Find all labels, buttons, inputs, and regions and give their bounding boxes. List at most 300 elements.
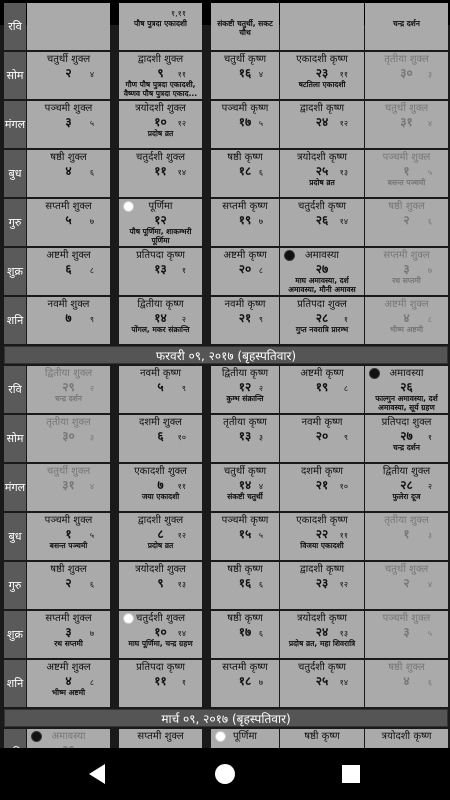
tithi-label: अमावस्या bbox=[304, 250, 340, 261]
tithi-label: द्वादशी कृष्ण bbox=[299, 103, 345, 114]
calendar-scroll-area[interactable] bbox=[0, 9, 450, 748]
day-cell[interactable] bbox=[27, 297, 110, 344]
tithi-number: ४ bbox=[89, 482, 94, 491]
tithi-label: सप्तमी शुक्ल bbox=[383, 250, 430, 261]
date-number: २८ bbox=[315, 311, 329, 325]
date-number: ४ bbox=[403, 311, 410, 325]
tithi-number: ५ bbox=[89, 119, 94, 128]
recents-button[interactable] bbox=[339, 762, 363, 786]
tithi-number: ११ bbox=[339, 531, 348, 540]
tithi-number: ४ bbox=[258, 70, 263, 79]
tithi-label: सप्तमी कृष्ण bbox=[222, 201, 268, 212]
tithi-number: ३ bbox=[427, 70, 432, 79]
date-number: १० bbox=[154, 625, 167, 639]
day-cell[interactable] bbox=[365, 3, 448, 50]
date-number: २२ bbox=[315, 527, 329, 541]
tithi-number: २ bbox=[258, 384, 263, 393]
tithi-label: षष्ठी शुक्ल bbox=[50, 564, 87, 575]
tithi-label: नवमी शुक्ल bbox=[47, 299, 90, 310]
tithi-label: चतुर्दशी शुक्ल bbox=[136, 152, 185, 163]
day-cell[interactable] bbox=[280, 513, 364, 560]
festival-label: भीष्म अष्टमी bbox=[51, 688, 86, 697]
tithi-number: १ bbox=[181, 266, 186, 275]
new-moon-icon bbox=[31, 731, 42, 742]
date-number: १२ bbox=[154, 213, 167, 227]
calendar-week-row bbox=[4, 513, 448, 561]
date-number: ८ bbox=[157, 527, 164, 541]
tithi-label: त्रयोदशी शुक्ल bbox=[135, 564, 186, 575]
date-number: ७ bbox=[65, 311, 72, 325]
tithi-number: ६ bbox=[258, 168, 263, 177]
day-cell[interactable] bbox=[365, 150, 448, 197]
tithi-label: द्वितीया कृष्ण bbox=[137, 299, 184, 310]
tithi-number: १२ bbox=[339, 580, 348, 589]
date-number: ३१ bbox=[400, 115, 413, 129]
festival-label: भीष्म अष्टमी bbox=[389, 325, 424, 334]
tithi-label: द्वादशी शुक्ल bbox=[137, 515, 184, 526]
day-cell[interactable] bbox=[211, 464, 279, 511]
day-cell[interactable] bbox=[211, 101, 279, 148]
day-cell[interactable] bbox=[27, 611, 110, 658]
day-cell[interactable] bbox=[211, 415, 279, 462]
date-number: २१ bbox=[238, 311, 252, 325]
tithi-number: ६ bbox=[427, 678, 432, 687]
tithi-number: ९ bbox=[258, 315, 263, 324]
weekday-label: गुरु bbox=[4, 562, 26, 609]
weekday-label: मंगल bbox=[4, 101, 26, 148]
day-cell[interactable] bbox=[211, 199, 279, 246]
tithi-number: ७ bbox=[258, 217, 263, 226]
day-cell[interactable] bbox=[211, 297, 279, 344]
tithi-label: चतुर्दशी कृष्ण bbox=[297, 662, 347, 673]
day-cell[interactable] bbox=[365, 366, 448, 413]
back-button[interactable] bbox=[87, 762, 111, 786]
tithi-label: चतुर्थी कृष्ण bbox=[223, 54, 267, 65]
day-cell[interactable] bbox=[365, 660, 448, 707]
day-cell[interactable] bbox=[119, 297, 202, 344]
tithi-number: १३ bbox=[177, 580, 186, 589]
tithi-label: चतुर्थी कृष्ण bbox=[223, 466, 267, 477]
festival-label: पौष पुत्रदा एकादशी bbox=[134, 19, 187, 28]
day-cell[interactable] bbox=[119, 611, 202, 658]
day-cell[interactable] bbox=[119, 101, 202, 148]
festival-label: बसन्त पञ्चमी bbox=[49, 541, 88, 550]
calendar-week-row bbox=[4, 366, 448, 414]
tithi-number: ३ bbox=[258, 433, 263, 442]
tithi-label: चतुर्थी शुक्ल bbox=[46, 54, 91, 65]
date-number: १७ bbox=[238, 115, 252, 129]
tithi-label: एकादशी कृष्ण bbox=[296, 515, 348, 526]
weekday-label: बुध bbox=[4, 513, 26, 560]
tithi-label: चतुर्दशी शुक्ल bbox=[136, 613, 185, 624]
tithi-number: ९ bbox=[89, 315, 94, 324]
day-cell[interactable] bbox=[365, 101, 448, 148]
tithi-number: ६ bbox=[427, 217, 432, 226]
day-cell[interactable] bbox=[27, 150, 110, 197]
date-number: १६ bbox=[238, 66, 252, 80]
day-cell[interactable] bbox=[211, 513, 279, 560]
day-cell[interactable] bbox=[211, 366, 279, 413]
tithi-number: १२ bbox=[177, 531, 186, 540]
date-number: १२ bbox=[238, 380, 252, 394]
festival-label: पोंगल, मकर संक्रान्ति bbox=[131, 325, 190, 334]
tithi-label: नवमी कृष्ण bbox=[224, 299, 266, 310]
weekday-label: रवि bbox=[4, 366, 26, 413]
day-cell[interactable] bbox=[365, 52, 448, 99]
calendar-week-row bbox=[4, 101, 448, 149]
date-number: १४ bbox=[238, 478, 252, 492]
tithi-label: त्रयोदशी शुक्ल bbox=[135, 103, 186, 114]
tithi-number: १,११ bbox=[170, 9, 186, 18]
tithi-label: एकादशी कृष्ण bbox=[296, 54, 348, 65]
festival-label: चन्द्र दर्शन bbox=[393, 19, 420, 28]
date-number: १० bbox=[154, 115, 167, 129]
weekday-label: शनि bbox=[4, 297, 26, 344]
date-number: २५ bbox=[315, 674, 329, 688]
day-cell[interactable] bbox=[365, 611, 448, 658]
calendar-week-row bbox=[4, 660, 448, 708]
festival-label: गुप्त नवरात्रि प्रारम्भ bbox=[295, 325, 349, 334]
tithi-number: ११ bbox=[339, 70, 348, 79]
tithi-number: १४ bbox=[339, 678, 348, 687]
date-number: ३ bbox=[403, 262, 410, 276]
tithi-number: ३ bbox=[427, 531, 432, 540]
date-number: २३ bbox=[315, 66, 329, 80]
day-cell[interactable] bbox=[280, 562, 364, 609]
tithi-label: सप्तमी शुक्ल bbox=[45, 613, 92, 624]
tithi-number: ७ bbox=[427, 266, 432, 275]
home-button[interactable] bbox=[213, 762, 237, 786]
date-number: २३ bbox=[315, 576, 329, 590]
calendar-week-row bbox=[4, 562, 448, 610]
day-cell[interactable] bbox=[119, 415, 202, 462]
full-moon-icon bbox=[215, 731, 226, 742]
day-cell[interactable] bbox=[280, 660, 364, 707]
tithi-label: चतुर्दशी कृष्ण bbox=[297, 201, 347, 212]
tithi-number: १ bbox=[343, 315, 348, 324]
day-cell[interactable] bbox=[365, 248, 448, 295]
tithi-number: ८ bbox=[89, 266, 94, 275]
tithi-number: १० bbox=[339, 482, 348, 491]
day-cell[interactable] bbox=[119, 562, 202, 609]
day-cell[interactable] bbox=[119, 366, 202, 413]
day-cell[interactable] bbox=[27, 199, 110, 246]
festival-label: षटतिला एकादशी bbox=[298, 80, 346, 89]
tithi-label: षष्ठी कृष्ण bbox=[227, 613, 263, 624]
calendar-week-row bbox=[4, 199, 448, 247]
festival-label: फुलेरा दूज bbox=[392, 492, 421, 501]
day-cell[interactable] bbox=[211, 248, 279, 295]
day-cell[interactable] bbox=[27, 660, 110, 707]
weekday-label: शुक्र bbox=[4, 248, 26, 295]
tithi-number: ७ bbox=[89, 629, 94, 638]
festival-label: रथ सप्तमी bbox=[392, 276, 421, 285]
tithi-label: षष्ठी शुक्ल bbox=[388, 201, 425, 212]
day-cell[interactable] bbox=[365, 562, 448, 609]
tithi-number: ८ bbox=[89, 678, 94, 687]
festival-label: कुम्भ संक्रान्ति bbox=[226, 394, 264, 403]
date-number: १९ bbox=[238, 213, 252, 227]
calendar-week-row bbox=[4, 248, 448, 296]
date-number: १७ bbox=[238, 625, 252, 639]
date-number: ५ bbox=[157, 380, 164, 394]
date-number: २६ bbox=[400, 380, 413, 394]
tithi-label: सप्तमी कृष्ण bbox=[222, 662, 268, 673]
tithi-label: दशमी कृष्ण bbox=[301, 466, 343, 477]
day-cell[interactable] bbox=[27, 415, 110, 462]
date-number: १८ bbox=[238, 674, 252, 688]
date-number: ११ bbox=[154, 674, 167, 688]
tithi-label: पञ्चमी शुक्ल bbox=[382, 152, 431, 163]
date-number: ५ bbox=[65, 213, 72, 227]
tithi-number: ८ bbox=[258, 266, 263, 275]
tithi-number: ८ bbox=[343, 384, 348, 393]
tithi-label: प्रतिपदा शुक्ल bbox=[297, 299, 347, 310]
calendar-week-row bbox=[4, 3, 448, 51]
date-number: २६ bbox=[315, 213, 329, 227]
day-cell[interactable] bbox=[211, 611, 279, 658]
tithi-number: ५ bbox=[258, 119, 263, 128]
tithi-label: एकादशी शुक्ल bbox=[134, 466, 187, 477]
tithi-number: ४ bbox=[258, 482, 263, 491]
tithi-number: ६ bbox=[89, 580, 94, 589]
day-cell[interactable] bbox=[280, 415, 364, 462]
tithi-number: ४ bbox=[89, 70, 94, 79]
date-number: ९ bbox=[157, 576, 164, 590]
date-number: २७ bbox=[315, 262, 329, 276]
tithi-label: पञ्चमी कृष्ण bbox=[221, 103, 269, 114]
date-number: ६ bbox=[157, 429, 164, 443]
tithi-number: २ bbox=[427, 482, 432, 491]
day-cell[interactable] bbox=[119, 248, 202, 295]
day-cell[interactable] bbox=[119, 52, 202, 99]
day-cell[interactable] bbox=[365, 199, 448, 246]
tithi-label: अष्टमी शुक्ल bbox=[46, 250, 91, 261]
festival-label: फाल्गुन अमावस्या, दर्श अमावस्या, सूर्य ग्रहण bbox=[375, 394, 438, 412]
festival-label: प्रदोष व्रत bbox=[147, 541, 174, 550]
date-number: २७ bbox=[400, 429, 413, 443]
day-cell[interactable] bbox=[27, 101, 110, 148]
date-number: १५ bbox=[238, 527, 252, 541]
day-cell[interactable] bbox=[119, 464, 202, 511]
tithi-number: ८ bbox=[427, 315, 432, 324]
day-cell[interactable] bbox=[280, 199, 364, 246]
date-number: २९ bbox=[62, 380, 75, 394]
tithi-label: सप्तमी शुक्ल bbox=[45, 201, 92, 212]
date-number: २५ bbox=[315, 164, 329, 178]
date-number: ३१ bbox=[62, 478, 75, 492]
date-number: १ bbox=[65, 527, 72, 541]
tithi-number: २ bbox=[181, 315, 186, 324]
day-cell[interactable] bbox=[365, 415, 448, 462]
festival-label: माघ अमावस्या, दर्श अमावस्या, मौनी अमावस bbox=[288, 276, 356, 294]
tithi-label: नवमी कृष्ण bbox=[140, 368, 181, 379]
day-cell[interactable] bbox=[211, 150, 279, 197]
tithi-number: १ bbox=[181, 678, 186, 687]
day-cell[interactable] bbox=[365, 464, 448, 511]
date-number: ४ bbox=[65, 164, 72, 178]
day-cell[interactable] bbox=[365, 297, 448, 344]
day-cell[interactable] bbox=[280, 3, 364, 50]
date-number: २४ bbox=[315, 625, 329, 639]
weekday-label: मंगल bbox=[4, 464, 26, 511]
date-number: ३० bbox=[62, 429, 75, 443]
day-cell[interactable] bbox=[27, 562, 110, 609]
tithi-number: १३ bbox=[339, 168, 348, 177]
tithi-number: १४ bbox=[177, 629, 186, 638]
festival-label: पौष पूर्णिमा, शाकम्भरी पूर्णिमा bbox=[129, 227, 192, 245]
day-cell[interactable] bbox=[280, 464, 364, 511]
tithi-number: १४ bbox=[177, 168, 186, 177]
day-cell[interactable] bbox=[27, 464, 110, 511]
tithi-label: प्रतिपदा कृष्ण bbox=[136, 250, 185, 261]
date-number: १८ bbox=[238, 164, 252, 178]
festival-label: रथ सप्तमी bbox=[54, 639, 83, 648]
tithi-label: तृतीया कृष्ण bbox=[223, 417, 267, 428]
day-cell[interactable] bbox=[280, 366, 364, 413]
day-cell[interactable] bbox=[119, 3, 202, 50]
tithi-number: ६ bbox=[258, 629, 263, 638]
tithi-label: अष्टमी शुक्ल bbox=[384, 299, 429, 310]
tithi-label: द्वादशी कृष्ण bbox=[299, 564, 345, 575]
tithi-number: १३ bbox=[339, 629, 348, 638]
day-cell[interactable] bbox=[365, 513, 448, 560]
tithi-label: त्रयोदशी कृष्ण bbox=[381, 731, 432, 742]
day-cell[interactable] bbox=[27, 248, 110, 295]
tithi-label: तृतीया शुक्ल bbox=[46, 417, 91, 428]
tithi-number: ४ bbox=[427, 580, 432, 589]
calendar-week-row bbox=[4, 297, 448, 345]
weekday-label: शुक्र bbox=[4, 611, 26, 658]
festival-label: जया एकादशी bbox=[141, 492, 180, 501]
tithi-label: अमावस्या bbox=[389, 368, 424, 379]
recents-icon bbox=[342, 765, 360, 783]
weekday-label: गुरु bbox=[4, 199, 26, 246]
date-number: १९ bbox=[315, 380, 329, 394]
tithi-number: १० bbox=[177, 433, 186, 442]
tithi-label: पूर्णिमा bbox=[232, 731, 258, 742]
date-number: ६ bbox=[65, 262, 72, 276]
tithi-label: दशमी शुक्ल bbox=[139, 417, 182, 428]
festival-label: बसन्त पञ्चमी bbox=[387, 178, 426, 187]
calendar-week-row bbox=[4, 415, 448, 463]
date-number: १ bbox=[403, 164, 410, 178]
tithi-label: षष्ठी कृष्ण bbox=[227, 152, 263, 163]
tithi-label: षष्ठी शुक्ल bbox=[388, 662, 425, 673]
festival-label: गौण पौष पुत्रदा एकादशी, वैष्णव पौष पुत्रदा एकाद... bbox=[123, 80, 198, 98]
festival-label: संकष्टी चतुर्थी bbox=[227, 492, 263, 501]
festival-label: माघ पूर्णिमा, चन्द्र ग्रहण bbox=[128, 639, 193, 648]
day-cell[interactable] bbox=[119, 150, 202, 197]
tithi-number: ५ bbox=[89, 531, 94, 540]
tithi-label: तृतीया शुक्ल bbox=[384, 515, 429, 526]
tithi-label: द्वितीया कृष्ण bbox=[221, 368, 269, 379]
tithi-label: पञ्चमी शुक्ल bbox=[382, 613, 431, 624]
tithi-label: चतुर्थी शुक्ल bbox=[384, 564, 429, 575]
date-number: १ bbox=[403, 527, 410, 541]
weekday-label: बुध bbox=[4, 150, 26, 197]
day-cell[interactable] bbox=[280, 150, 364, 197]
day-cell[interactable] bbox=[119, 199, 202, 246]
day-cell[interactable] bbox=[280, 611, 364, 658]
tithi-number: ६ bbox=[258, 580, 263, 589]
tithi-label: द्वितीया शुक्ल bbox=[382, 466, 431, 477]
day-cell[interactable] bbox=[27, 52, 110, 99]
day-cell[interactable] bbox=[211, 52, 279, 99]
tithi-number: ५ bbox=[427, 629, 432, 638]
day-cell[interactable] bbox=[27, 3, 110, 50]
day-cell[interactable] bbox=[280, 101, 364, 148]
date-number: १३ bbox=[154, 262, 167, 276]
tithi-label: नवमी कृष्ण bbox=[301, 417, 343, 428]
festival-label: चन्द्र दर्शन bbox=[55, 394, 82, 403]
tithi-number: ९ bbox=[343, 433, 348, 442]
calendar-week-row bbox=[4, 611, 448, 659]
tithi-label: पूर्णिमा bbox=[148, 201, 173, 212]
date-number: १६ bbox=[238, 576, 252, 590]
date-number: ४ bbox=[403, 674, 410, 688]
date-number: २१ bbox=[315, 478, 329, 492]
tithi-number: ९ bbox=[181, 384, 186, 393]
tithi-label: चतुर्थी शुक्ल bbox=[384, 103, 429, 114]
tithi-label: द्वितीया शुक्ल bbox=[44, 368, 93, 379]
date-number: ३ bbox=[65, 625, 72, 639]
date-number: ३० bbox=[400, 66, 413, 80]
tithi-label: चतुर्थी शुक्ल bbox=[46, 466, 91, 477]
festival-label: विजया एकादशी bbox=[300, 541, 344, 550]
tithi-label: अष्टमी शुक्ल bbox=[46, 662, 91, 673]
day-cell[interactable] bbox=[211, 562, 279, 609]
day-cell[interactable] bbox=[280, 248, 364, 295]
calendar-week-row bbox=[4, 52, 448, 100]
weekday-label: शनि bbox=[4, 660, 26, 707]
tithi-label: अष्टमी कृष्ण bbox=[300, 368, 344, 379]
day-cell[interactable] bbox=[280, 297, 364, 344]
festival-label: चन्द्र दर्शन bbox=[393, 443, 420, 452]
month-header: फरवरी ०९, २०१७ (बृहस्पतिवार) bbox=[4, 346, 448, 364]
day-cell[interactable] bbox=[280, 52, 364, 99]
month-header: मार्च ०९, २०१७ (बृहस्पतिवार) bbox=[4, 709, 448, 727]
calendar-week-row bbox=[4, 150, 448, 198]
day-cell[interactable] bbox=[27, 366, 110, 413]
weekday-label: सोम bbox=[4, 52, 26, 99]
festival-label: संकष्टी चतुर्थी, सकट चौथ bbox=[217, 19, 273, 37]
back-icon bbox=[89, 764, 105, 784]
tithi-label: सप्तमी शुक्ल bbox=[137, 731, 184, 742]
day-cell[interactable] bbox=[27, 513, 110, 560]
date-number: ७ bbox=[157, 478, 164, 492]
tithi-label: प्रतिपदा शुक्ल bbox=[381, 417, 432, 428]
tithi-label: द्वादशी शुक्ल bbox=[137, 54, 184, 65]
new-moon-icon bbox=[284, 250, 295, 261]
tithi-label: षष्ठी कृष्ण bbox=[304, 731, 340, 742]
tithi-label: प्रतिपदा कृष्ण bbox=[136, 662, 185, 673]
date-number: १३ bbox=[238, 429, 252, 443]
date-number: ११ bbox=[154, 164, 167, 178]
date-number: २ bbox=[65, 66, 72, 80]
day-cell[interactable] bbox=[119, 660, 202, 707]
tithi-label: षष्ठी कृष्ण bbox=[227, 564, 263, 575]
date-number: २० bbox=[315, 429, 329, 443]
day-cell[interactable] bbox=[211, 3, 279, 50]
tithi-label: अष्टमी कृष्ण bbox=[223, 250, 267, 261]
day-cell[interactable] bbox=[211, 660, 279, 707]
tithi-label: षष्ठी शुक्ल bbox=[50, 152, 87, 163]
day-cell[interactable] bbox=[119, 513, 202, 560]
festival-label: प्रदोष व्रत bbox=[147, 129, 174, 138]
tithi-number: ४ bbox=[427, 119, 432, 128]
date-number: २४ bbox=[315, 115, 329, 129]
